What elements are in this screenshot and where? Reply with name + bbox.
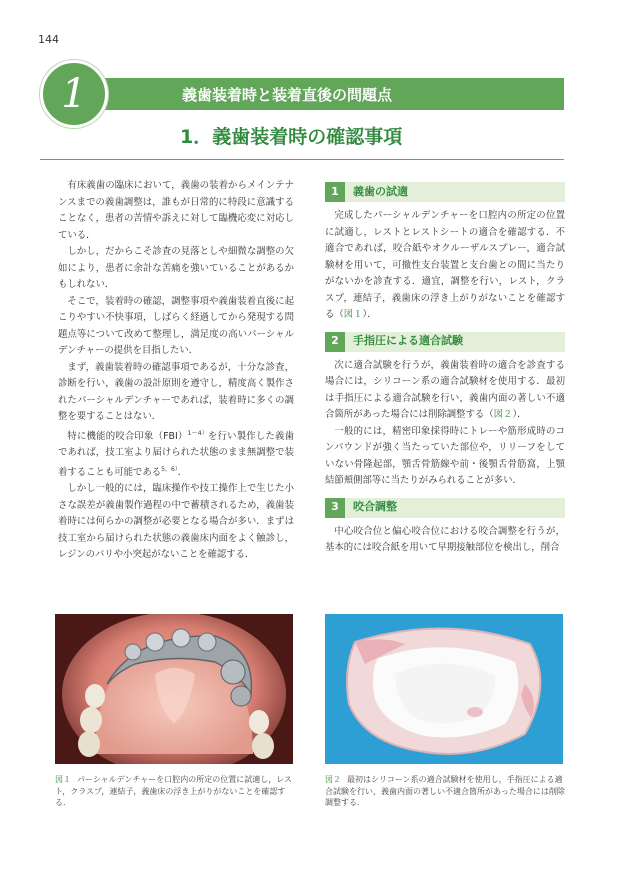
text-span: ）． — [362, 309, 377, 320]
subsection-heading-3 — [325, 498, 565, 518]
denture-in-mouth-image — [55, 614, 293, 764]
text-span: 完成したパーシャルデンチャーを口腔内の所定の位置に試適し，レストとレストシートの適合を確認する．不適合であれば，咬合紙やオクルーザルスプレー，適合試験材を用いて，可撤性支台装置と支台歯との間に当たりがないかを診査する．適宜，調整を行い，レスト，クラスプ，連結子，義歯床の浮き上がりがないことを確認する（ — [325, 210, 565, 320]
page-number: 144 — [38, 33, 59, 46]
text-span: 次に適合試験を行うが，義歯装着時の適合を診査する場合には，シリコーン系の適合試験材を使用する．最初は手指圧による適合試験を行い，義歯内面の著しい不適合箇所があった場合には削除調整する（ — [325, 359, 565, 420]
paragraph: しかし，だからこそ診査の見落としや細微な調整の欠如により，患者に余計な苦痛を強いていることがあるかもしれない． — [58, 246, 294, 290]
figure-reference: 図２ — [493, 409, 513, 420]
subsection-title: 義歯の試適 — [353, 184, 408, 198]
paragraph: 一般的には，精密印象採得時にトレーや筋形成時のコンパウンドが強く当たっていた部位や，リリーフをしていない骨隆起部，顎舌骨筋線や前・後顎舌骨筋窩，上顎結節頬側部等に当たりがみられることが多い． — [325, 425, 565, 486]
paragraph: まず，義歯装着時の確認事項であるが，十分な診査，診断を行い，義歯の設計原則を遵守し，精度高く製作されたパーシャルデンチャーであれば，装着時に多くの調整を要することはない． — [58, 361, 294, 422]
figure-2-caption — [325, 774, 565, 809]
right-column — [325, 182, 565, 557]
section-title: 1．義歯装着時の確認事項 — [180, 126, 403, 148]
paragraph — [325, 358, 565, 424]
figure-label: 図２ — [325, 775, 341, 784]
figure-reference: 図１ — [343, 309, 363, 320]
figure-2-photo — [325, 614, 563, 764]
text-span: ）． — [512, 409, 527, 420]
figure-label: 図１ — [55, 775, 71, 784]
paragraph: 有床義歯の臨床において，義歯の装着からメインテナンスまでの義歯調整は，誰もが日常的に特段に意識することなく，患者の苦情や訴えに対して臨機応変に対応している． — [58, 180, 294, 241]
fit-test-denture-image — [325, 614, 563, 764]
subsection-heading-1 — [325, 182, 565, 202]
citation: 5，6） — [161, 465, 178, 473]
title-divider — [40, 159, 564, 160]
figure-1-photo — [55, 614, 293, 764]
subsection-number: 3 — [325, 498, 345, 518]
paragraph: そこで，装着時の確認，調整事項や義歯装着直後に起こりやすい不快事項，しばらく経過してから発現する問題点等について改めて整理し，満足度の高いパーシャルデンチャーの提供を目指したい． — [58, 295, 294, 356]
citation: 1～4） — [187, 429, 208, 437]
text-span: 特に機能的咬合印象（FBI） — [67, 430, 188, 442]
subsection-heading-2 — [325, 332, 565, 352]
paragraph — [58, 426, 294, 482]
left-column — [58, 178, 294, 564]
paragraph: 中心咬合位と偏心咬合位における咬合調整を行うが，基本的には咬合紙を用いて早期接触部位を検出し，削合 — [325, 525, 565, 553]
chapter-title: 義歯装着時と装着直後の問題点 — [182, 85, 393, 104]
subsection-title: 咬合調整 — [353, 500, 397, 514]
caption-text: 最初はシリコーン系の適合試験材を使用し，手指圧による適合試験を行い，義歯内面の著しい不適合箇所があった場合には削除調整する． — [325, 775, 565, 807]
text-span: ． — [177, 466, 188, 478]
subsection-number: 2 — [325, 332, 345, 352]
paragraph — [325, 208, 565, 324]
subsection-number: 1 — [325, 182, 345, 202]
figure-1-caption — [55, 774, 295, 809]
chapter-number: 1 — [61, 71, 87, 117]
text-span: を行い製作した義歯であれば，技工室より届けられた状態のまま無調整で装着することも可能である — [58, 430, 294, 478]
chapter-title-bar — [92, 78, 564, 110]
subsection-title: 手指圧による適合試験 — [353, 334, 463, 348]
paragraph: しかし一般的には，臨床操作や技工操作上で生じた小さな誤差が義歯製作過程の中で蓄積されるため，義歯装着時には何らかの調整が必要となる場合が多い．まずは技工室から届けられた状態の義歯床内面をよく触診し，レジンのバリや小突起がないことを確認する． — [58, 483, 294, 561]
caption-text: パーシャルデンチャーを口腔内の所定の位置に試適し，レスト，クラスプ，連結子，義歯床の浮き上がりがないことを確認する． — [55, 775, 293, 807]
chapter-number-badge — [40, 60, 108, 128]
